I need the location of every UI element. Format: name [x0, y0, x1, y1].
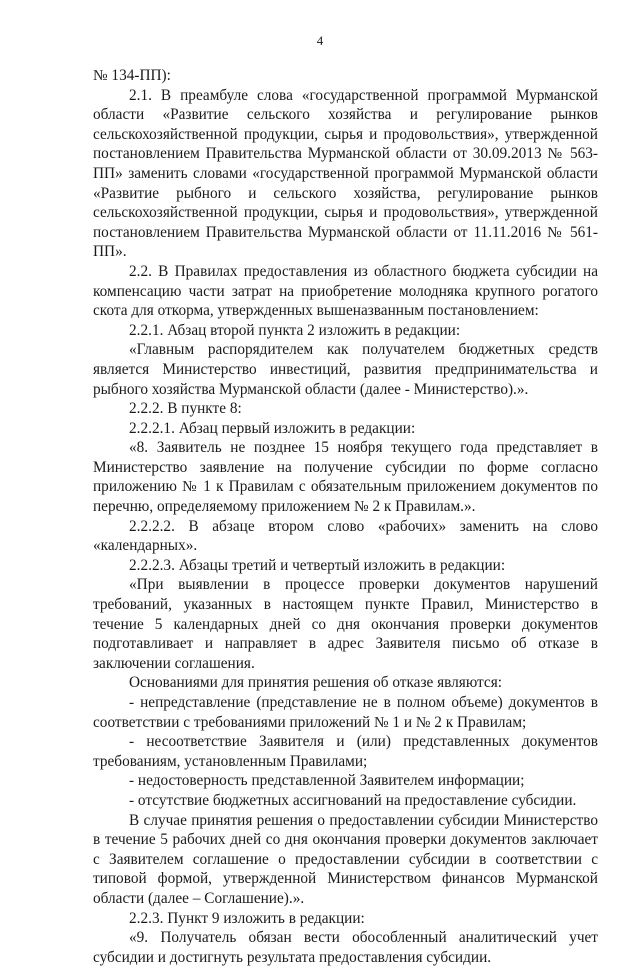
- list-item-ground-3: - недостоверность представленной Заявителем информации;: [129, 772, 525, 790]
- paragraph-agreement: В случае принятия решения о предоставлении субсидии Министерство в течение 5 рабочих дней со дня окончания проверки документов заключает с Заявителем соглашение о предоставлении субсидии в соответствии с типовой формой, утвержденной Министерством финансов Мурманской области (далее – Соглашение).».: [93, 811, 598, 907]
- paragraph-refusal-grounds: Основаниями для принятия решения об отказе являются:: [129, 674, 503, 692]
- paragraph-reference: № 134-ПП):: [93, 67, 171, 84]
- paragraph-2-2-2-3: 2.2.2.3. Абзацы третий и четвертый изложить в редакции:: [129, 556, 506, 574]
- paragraph-2-2-1-quote: «Главным распорядителем как получателем бюджетных средств является Министерство инвестиций, развития предпринимательства и рыбного хозяйства Мурманской области (далее - Министерство).».: [93, 341, 598, 398]
- paragraph-2-2-2-1-quote: «8. Заявитель не позднее 15 ноября текущего года представляет в Министерство заявление на получение субсидии по форме согласно приложению № 1 к Правилам с обязательным приложением документов по перечню, определяемому приложением № 2 к Правилам.».: [93, 439, 598, 516]
- list-item-ground-1: - непредставление (представление не в полном объеме) документов в соответствии с требованиями приложений № 1 и № 2 к Правилам;: [93, 694, 598, 731]
- paragraph-2-1: 2.1. В преамбуле слова «государственной программой Мурманской области «Развитие сельского хозяйства и регулирование рынков сельскохозяйственной продукции, сырья и продовольствия», утвержденной постановлением Правительства Мурманской области от 30.09.2013 № 563-ПП» заменить словами «государственной программой Мурманской области «Развитие рыбного и сельского хозяйства, регулирование рынков сельскохозяйственной продукции, сырья и продовольствия», утвержденной постановлением Правительства Мурманской области от 11.11.2016 № 561-ПП».: [93, 86, 598, 261]
- paragraph-2-2-1: 2.2.1. Абзац второй пункта 2 изложить в редакции:: [129, 321, 461, 339]
- paragraph-2-2-3: 2.2.3. Пункт 9 изложить в редакции:: [129, 909, 365, 927]
- paragraph-2-2-2-2: 2.2.2.2. В абзаце втором слово «рабочих» заменить на слово «календарных».: [93, 517, 598, 555]
- paragraph-2-2-3-quote: «9. Получатель обязан вести обособленный аналитический учет субсидии и достигнуть результата предоставления субсидии.: [93, 929, 598, 966]
- document-body: [93, 66, 598, 967]
- page-number: 4: [316, 33, 324, 48]
- paragraph-2-2-2: 2.2.2. В пункте 8:: [129, 400, 242, 418]
- paragraph-2-2: 2.2. В Правилах предоставления из областного бюджета субсидии на компенсацию части затрат на приобретение молодняка крупного рогатого скота для откорма, утвержденных вышеназванным постановлением:: [93, 262, 598, 320]
- list-item-ground-2: - несоответствие Заявителя и (или) представленных документов требованиям, установленным Правилами;: [93, 733, 598, 770]
- paragraph-2-2-2-3-quote: «При выявлении в процессе проверки документов нарушений требований, указанных в настоящем пункте Правил, Министерство в течение 5 календарных дней со дня окончания проверки документов подготавливает и направляет в адрес Заявителя письмо об отказе в заключении соглашения.: [93, 576, 598, 672]
- paragraph-2-2-2-1: 2.2.2.1. Абзац первый изложить в редакции:: [129, 419, 416, 437]
- list-item-ground-4: - отсутствие бюджетных ассигнований на предоставление субсидии.: [129, 791, 577, 809]
